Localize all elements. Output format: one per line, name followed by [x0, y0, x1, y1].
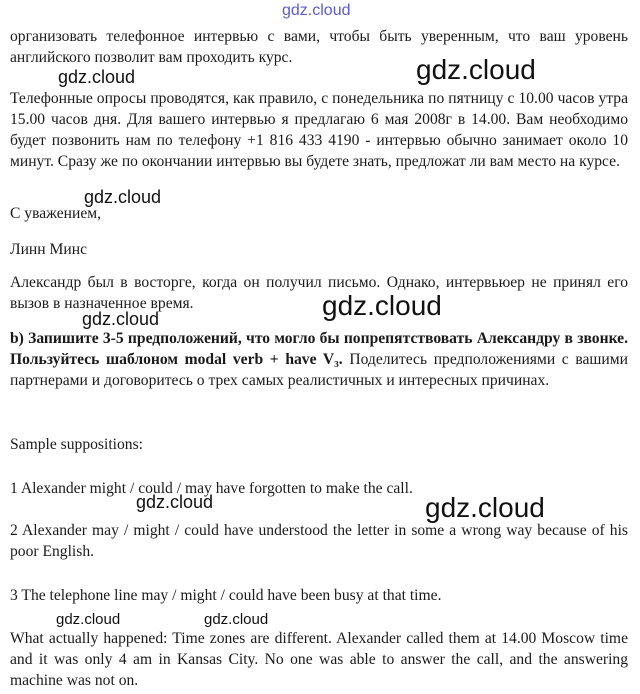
watermark-7: gdz.cloud — [425, 492, 545, 523]
task-b-continuation: Поделитесь предположениями с вашими партнерами и договоритесь о трех самых реалистичных и интересных причинах. — [10, 351, 628, 389]
watermark-9: gdz.cloud — [204, 611, 269, 628]
paragraph-closing: С уважением, — [10, 205, 102, 222]
supposition-2: 2 Alexander may / might / could have understood the letter in some a wrong way because of his poor English. — [10, 522, 628, 560]
task-b-instruction: b) Запишите 3-5 предположений, что могло бы попрепятствовать Александру в звонке. Пользуйтесь шаблоном modal verb + have V₃. — [10, 330, 628, 368]
watermark-4: gdz.cloud — [322, 290, 442, 321]
watermark-top: gdz.cloud — [282, 2, 351, 19]
watermark-5: gdz.cloud — [82, 309, 160, 329]
paragraph-interview-intro: организовать телефонное интервью с вами, чтобы быть уверенным, что ваш уровень английского позволит вам проходить курс. — [10, 28, 628, 66]
supposition-1: 1 Alexander might / could / may have forgotten to make the call. — [10, 480, 413, 497]
paragraph-what-happened: What actually happened: Time zones are different. Alexander called them at 14.00 Moscow time and it was only 4 am in Kansas City. No one was able to answer the call, and the answering machine was not on. — [10, 630, 628, 689]
watermark-2: gdz.cloud — [416, 54, 536, 85]
supposition-3: 3 The telephone line may / might / could have been busy at that time. — [10, 587, 442, 604]
watermark-3: gdz.cloud — [84, 187, 162, 207]
paragraph-sample-heading: Sample suppositions: — [10, 436, 143, 453]
watermark-1: gdz.cloud — [58, 67, 136, 87]
paragraph-alexander-story: Александр был в восторге, когда он получил письмо. Однако, интервьюер не принял его вызов в назначенное время. — [10, 274, 628, 312]
paragraph-task-b — [10, 328, 628, 391]
watermark-6: gdz.cloud — [136, 492, 214, 512]
paragraph-signature: Линн Минс — [10, 241, 87, 258]
watermark-8: gdz.cloud — [56, 611, 121, 628]
paragraph-phone-schedule: Телефонные опросы проводятся, как правило, с понедельника по пятницу с 10.00 часов утра 15.00 часов дня. Для вашего интервью я предлагаю 6 мая 2008г в 14.00. Вам необходимо будет позвонить нам по телефону +1 816 433 4190 - интервью обычно занимает около 10 минут. Сразу же по окончании интервью вы будете знать, предложат ли вам место на курсе. — [10, 90, 628, 170]
